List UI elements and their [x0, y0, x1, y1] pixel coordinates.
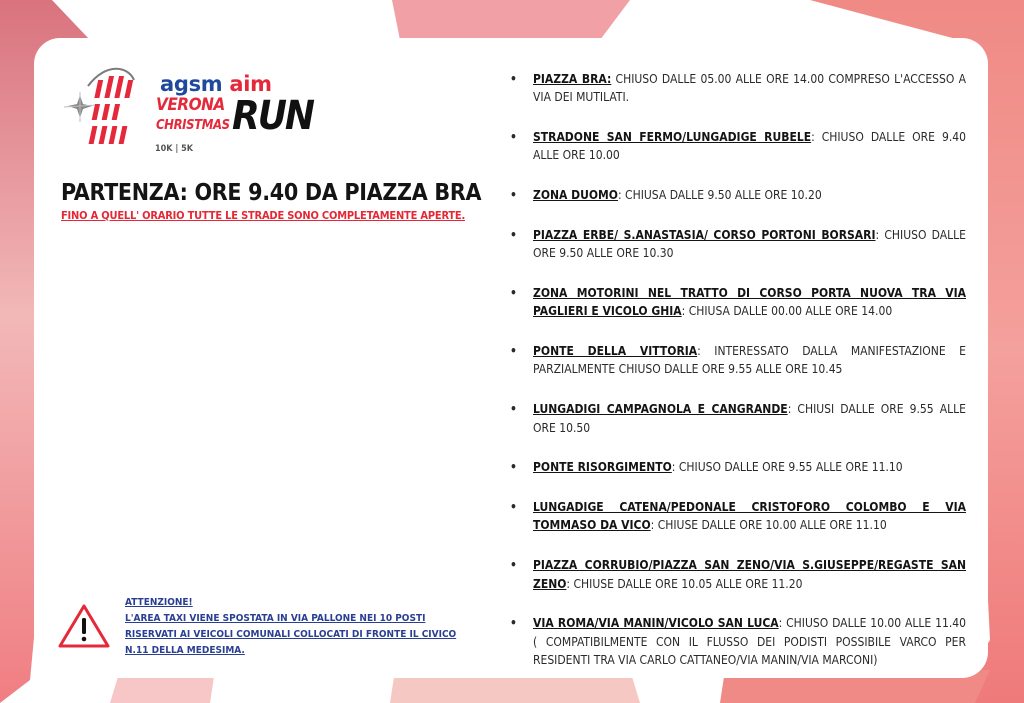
closure-location: PONTE DELLA VITTORIA — [533, 344, 698, 359]
event-name-line2: CHRISTMAS — [156, 118, 230, 133]
bullet-icon: • — [510, 227, 517, 242]
closure-location: VIA ROMA/VIA MANIN/VICOLO SAN LUCA — [533, 616, 779, 631]
brand-aim: aim — [229, 72, 272, 96]
warning-triangle-icon — [58, 603, 110, 649]
bullet-icon: • — [510, 188, 517, 203]
closure-details: : CHIUSO DALLE ORE 9.40 ALLE ORE 10.00 — [533, 130, 966, 163]
closure-item — [510, 186, 966, 204]
event-name-line1: VERONA — [156, 95, 225, 115]
notice-line: N.11 DELLA MEDESIMA. — [125, 645, 245, 656]
closure-item — [510, 400, 966, 437]
start-note: FINO A QUELL' ORARIO TUTTE LE STRADE SONO COMPLETAMENTE APERTE. — [61, 209, 466, 222]
bullet-icon: • — [510, 616, 517, 631]
closure-details: : INTERESSATO DALLA MANIFESTAZIONE E PARZIALMENTE CHIUSO DALLE ORE 9.55 ALLE ORE 10.45 — [533, 344, 966, 377]
closure-item — [510, 498, 966, 535]
closure-item — [510, 614, 966, 669]
bullet-icon: • — [510, 72, 517, 86]
road-closures-list — [510, 70, 966, 691]
closure-location: LUNGADIGI CAMPAGNOLA E CANGRANDE — [533, 402, 788, 417]
closure-details: : CHIUSE DALLE ORE 10.05 ALLE ORE 11.20 — [566, 576, 803, 591]
closure-location: PIAZZA BRA: — [533, 72, 612, 86]
closure-item — [510, 284, 966, 321]
closure-location: PONTE RISORGIMENTO — [533, 460, 672, 475]
closure-details: : CHIUSO DALLE 10.00 ALLE 11.40 ( COMPATIBILMENTE CON IL FLUSSO DEI PODISTI POSSIBILE VARCO PER RESIDENTI TRA VIA CARLO CATTANEO/VIA MANIN/VIA MARCONI) — [533, 616, 967, 667]
closure-location: ZONA MOTORINI NEL TRATTO DI CORSO PORTA NUOVA TRA VIA PAGLIERI E VICOLO GHIA — [533, 286, 966, 319]
closure-details: : CHIUSA DALLE 9.50 ALLE ORE 10.20 — [617, 188, 822, 203]
closure-item — [510, 342, 966, 379]
closure-details: : CHIUSE DALLE ORE 10.00 ALLE ORE 11.10 — [650, 518, 887, 533]
brand-agsm: agsm — [160, 72, 223, 96]
taxi-notice — [125, 595, 495, 659]
bullet-icon: • — [510, 344, 517, 359]
notice-heading: ATTENZIONE! — [125, 597, 193, 608]
closure-details: : CHIUSO DALLE ORE 9.55 ALLE ORE 11.10 — [671, 460, 903, 475]
sparkle-icon — [64, 92, 96, 122]
closure-location: LUNGADIGE CATENA/PEDONALE CRISTOFORO COLOMBO E VIA TOMMASO DA VICO — [533, 500, 966, 533]
closure-item — [510, 556, 966, 593]
closure-location: STRADONE SAN FERMO/LUNGADIGE RUBELE — [533, 130, 812, 145]
closure-details: : CHIUSO DALLE ORE 9.50 ALLE ORE 10.30 — [533, 227, 966, 261]
closure-item — [510, 128, 966, 165]
bullet-icon: • — [510, 558, 517, 573]
closure-location: PIAZZA ERBE/ S.ANASTASIA/ CORSO PORTONI BORSARI — [533, 227, 876, 242]
bullet-icon: • — [510, 460, 517, 475]
closure-item — [510, 226, 966, 263]
closure-details: CHIUSO DALLE 05.00 ALLE ORE 14.00 COMPRESO L'ACCESSO A VIA DEI MUTILATI. — [533, 72, 967, 105]
start-title: PARTENZA: ORE 9.40 DA PIAZZA BRA — [61, 180, 482, 206]
event-distances: 10K | 5K — [155, 144, 194, 154]
bullet-icon: • — [510, 500, 517, 515]
closure-item — [510, 70, 966, 107]
bullet-icon: • — [510, 286, 517, 301]
bullet-icon: • — [510, 130, 517, 145]
closure-location: ZONA DUOMO — [533, 188, 618, 203]
closure-location: PIAZZA CORRUBIO/PIAZZA SAN ZENO/VIA S.GIUSEPPE/REGASTE SAN ZENO — [533, 558, 966, 591]
notice-line: L'AREA TAXI VIENE SPOSTATA IN VIA PALLONE NEI 10 POSTI — [125, 613, 426, 624]
event-name-run: RUN — [232, 93, 314, 139]
closure-details: : CHIUSA DALLE 00.00 ALLE ORE 14.00 — [681, 304, 893, 319]
notice-line: RISERVATI AI VEICOLI COMUNALI COLLOCATI DI FRONTE IL CIVICO — [125, 629, 457, 640]
closure-item — [510, 458, 966, 476]
bullet-icon: • — [510, 402, 517, 417]
closure-details: : CHIUSI DALLE ORE 9.55 ALLE ORE 10.50 — [533, 402, 966, 435]
